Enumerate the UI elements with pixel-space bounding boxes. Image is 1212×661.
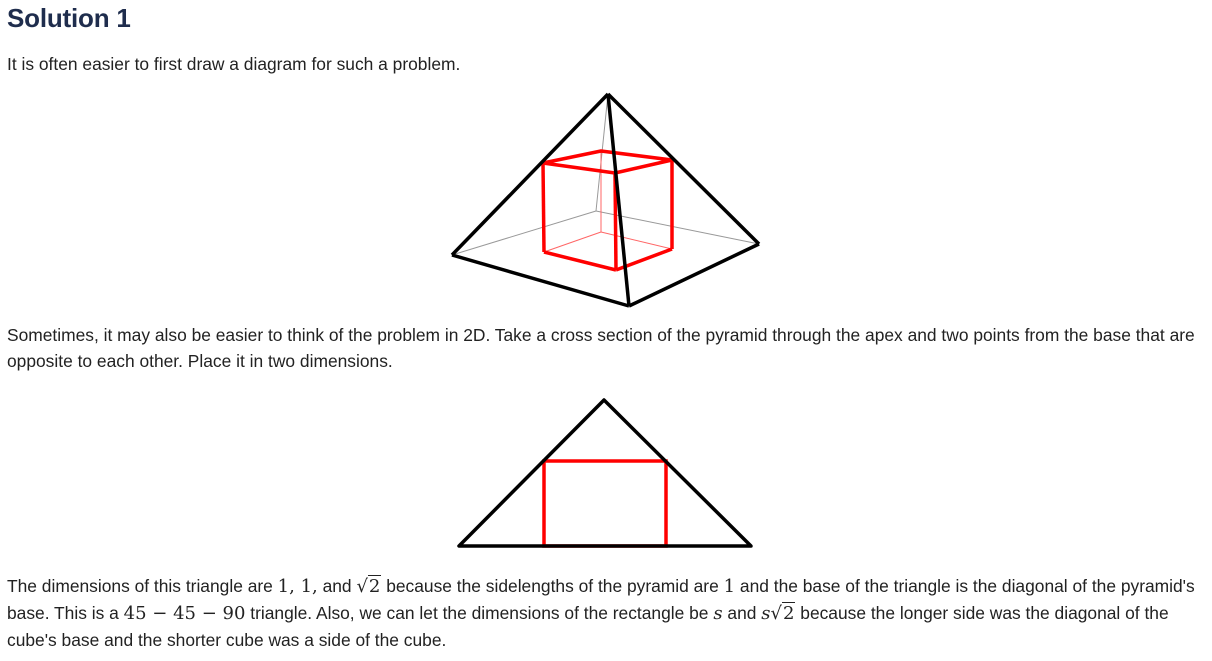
text-segment: because the sidelengths of the pyramid are	[381, 576, 724, 596]
radical-sign-icon: √	[356, 576, 368, 597]
math-s	[713, 603, 722, 624]
text-segment: and the base of the triangle is the diagonal of the pyramid's base. This is a	[7, 576, 1195, 623]
radicand: 2	[782, 603, 795, 624]
dimensions-paragraph	[7, 573, 1207, 654]
cross-section-triangle	[459, 400, 751, 546]
solution-heading: Solution 1	[7, 3, 131, 33]
math-one: 1	[723, 576, 736, 597]
text-segment: and	[722, 603, 762, 623]
cross-section-paragraph: Sometimes, it may also be easier to think of the problem in 2D. Take a cross section of the pyramid through the apex and two points from the base that are opposite to each other. Place it in two dimensions.	[7, 325, 1195, 371]
radicand: 2	[368, 576, 381, 597]
math-45-45-90: 45 − 45 − 90	[123, 603, 246, 624]
pyramid-visible-edges	[452, 94, 759, 306]
text-segment: triangle. Also, we can let the dimensions of the rectangle be	[245, 603, 714, 623]
math-s-sqrt-two	[761, 602, 795, 624]
intro-paragraph: It is often easier to first draw a diagram for such a problem.	[7, 54, 461, 74]
text-segment: The dimensions of this triangle are	[7, 576, 278, 596]
cube-front-edges	[543, 151, 672, 270]
math-sqrt-two	[356, 575, 381, 597]
cross-section-diagram	[450, 392, 762, 556]
variable-s: s	[713, 603, 723, 624]
pyramid-hidden-edges	[452, 94, 759, 255]
radical-sign-icon: √	[770, 603, 782, 624]
variable-s: s	[761, 603, 771, 624]
math-one-one: 1, 1,	[277, 576, 318, 597]
text-segment: because the longer side was the diagonal of the cube's base and the shorter cube was a side of the cube.	[7, 603, 1169, 650]
text-segment: and	[317, 576, 357, 596]
pyramid-cube-diagram	[440, 86, 770, 316]
inscribed-rectangle	[544, 461, 666, 546]
